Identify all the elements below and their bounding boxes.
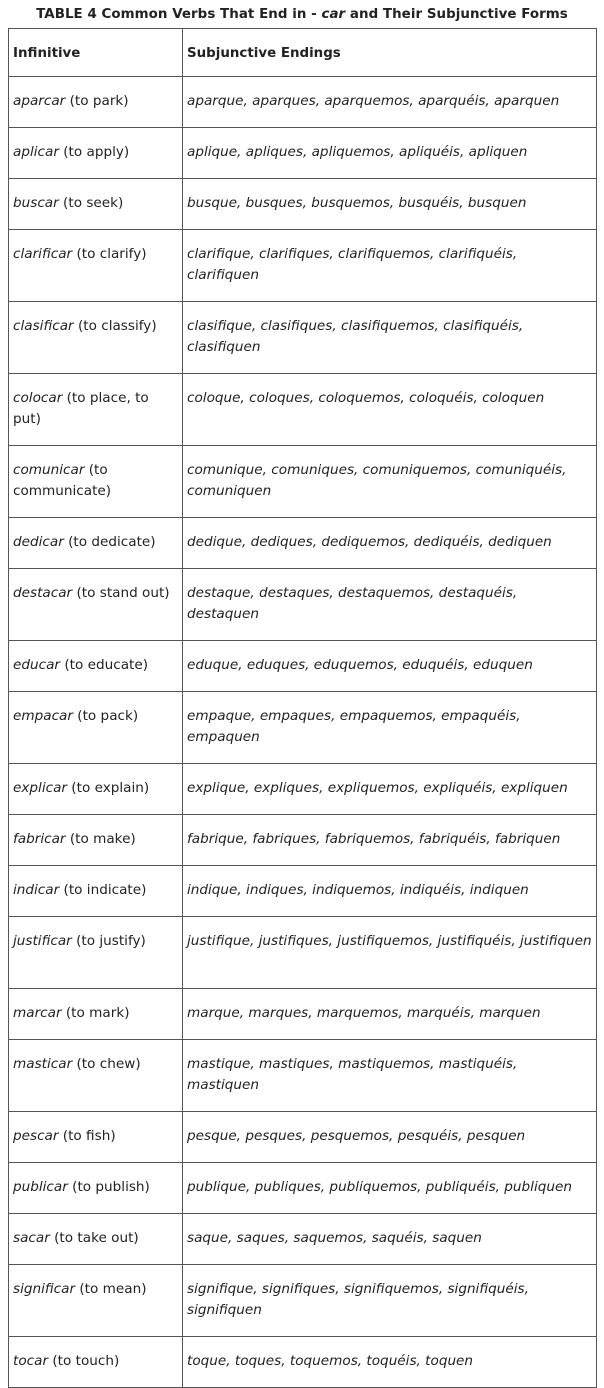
- infinitive-cell: [9, 641, 183, 692]
- infinitive-cell: [9, 866, 183, 917]
- infinitive-cell: [9, 374, 183, 446]
- forms-cell: indique, indiques, indiquemos, indiquéis, indiquen: [183, 866, 597, 917]
- table-row: [9, 1337, 597, 1388]
- infinitive-cell: [9, 302, 183, 374]
- verb: explicar: [13, 780, 67, 796]
- verb: sacar: [13, 1230, 50, 1246]
- forms-cell: publique, publiques, publiquemos, publiquéis, publiquen: [183, 1163, 597, 1214]
- forms-cell: toque, toques, toquemos, toquéis, toquen: [183, 1337, 597, 1388]
- meaning: (to indicate): [59, 882, 147, 898]
- forms-cell: dedique, dediques, dediquemos, dediquéis, dediquen: [183, 518, 597, 569]
- forms-cell: comunique, comuniques, comuniquemos, comuniquéis, comuniquen: [183, 446, 597, 518]
- verb: clarificar: [13, 246, 73, 262]
- meaning: (to communicate): [13, 462, 112, 499]
- meaning: (to educate): [60, 657, 149, 673]
- verb: indicar: [13, 882, 60, 898]
- table-row: [9, 179, 597, 230]
- meaning: (to clarify): [72, 246, 147, 262]
- meaning: (to publish): [67, 1179, 150, 1195]
- infinitive-cell: [9, 1040, 183, 1112]
- infinitive-cell: [9, 77, 183, 128]
- forms-cell: fabrique, fabriques, fabriquemos, fabriquéis, fabriquen: [183, 815, 597, 866]
- infinitive-cell: [9, 518, 183, 569]
- header-subjunctive-endings: Subjunctive Endings: [183, 29, 597, 77]
- meaning: (to make): [65, 831, 136, 847]
- caption-emphasis: car: [321, 7, 346, 22]
- meaning: (to apply): [58, 144, 130, 160]
- forms-cell: aplique, apliques, apliquemos, apliquéis, apliquen: [183, 128, 597, 179]
- forms-cell: saque, saques, saquemos, saquéis, saquen: [183, 1214, 597, 1265]
- infinitive-cell: [9, 764, 183, 815]
- table-row: [9, 866, 597, 917]
- verb: significar: [13, 1281, 76, 1297]
- forms-cell: mastique, mastiques, mastiquemos, mastiquéis, mastiquen: [183, 1040, 597, 1112]
- meaning: (to take out): [49, 1230, 139, 1246]
- forms-cell: clarifique, clarifiques, clarifiquemos, clarifiquéis, clarifiquen: [183, 230, 597, 302]
- infinitive-cell: [9, 128, 183, 179]
- infinitive-cell: [9, 230, 183, 302]
- table-row: [9, 815, 597, 866]
- table-row: [9, 518, 597, 569]
- meaning: (to explain): [66, 780, 150, 796]
- meaning: (to chew): [72, 1056, 141, 1072]
- meaning: (to mean): [75, 1281, 147, 1297]
- meaning: (to touch): [48, 1353, 120, 1369]
- verb: clasificar: [13, 318, 74, 334]
- table-row: [9, 1163, 597, 1214]
- table-row: [9, 1214, 597, 1265]
- verb: justificar: [13, 933, 72, 949]
- caption-suffix: and Their Subjunctive Forms: [345, 7, 568, 22]
- infinitive-cell: [9, 1112, 183, 1163]
- table-row: [9, 374, 597, 446]
- forms-cell: justifique, justifiques, justifiquemos, justifiquéis, justifiquen: [183, 917, 597, 989]
- forms-cell: busque, busques, busquemos, busquéis, busquen: [183, 179, 597, 230]
- table-row: [9, 692, 597, 764]
- infinitive-cell: [9, 1214, 183, 1265]
- verb-table: [8, 28, 597, 1388]
- meaning: (to justify): [71, 933, 146, 949]
- table-row: [9, 641, 597, 692]
- meaning: (to seek): [58, 195, 124, 211]
- table-row: [9, 989, 597, 1040]
- verb: masticar: [13, 1056, 73, 1072]
- infinitive-cell: [9, 917, 183, 989]
- forms-cell: explique, expliques, expliquemos, expliquéis, expliquen: [183, 764, 597, 815]
- verb: educar: [13, 657, 61, 673]
- infinitive-cell: [9, 569, 183, 641]
- table-row: [9, 764, 597, 815]
- infinitive-cell: [9, 446, 183, 518]
- verb: fabricar: [13, 831, 66, 847]
- verb: destacar: [13, 585, 73, 601]
- infinitive-cell: [9, 1337, 183, 1388]
- forms-cell: destaque, destaques, destaquemos, destaquéis, destaquen: [183, 569, 597, 641]
- table-row: [9, 302, 597, 374]
- verb: publicar: [13, 1179, 68, 1195]
- forms-cell: coloque, coloques, coloquemos, coloquéis, coloquen: [183, 374, 597, 446]
- header-row: [9, 29, 597, 77]
- table-row: [9, 917, 597, 989]
- table-caption: [0, 0, 604, 30]
- meaning: (to mark): [61, 1005, 130, 1021]
- table-row: [9, 128, 597, 179]
- infinitive-cell: [9, 1163, 183, 1214]
- caption-prefix: TABLE 4 Common Verbs That End in -: [36, 7, 322, 22]
- table-row: [9, 569, 597, 641]
- meaning: (to pack): [72, 708, 139, 724]
- verb: dedicar: [13, 534, 64, 550]
- meaning: (to stand out): [72, 585, 170, 601]
- forms-cell: empaque, empaques, empaquemos, empaquéis, empaquen: [183, 692, 597, 764]
- meaning: (to classify): [73, 318, 157, 334]
- forms-cell: marque, marques, marquemos, marquéis, marquen: [183, 989, 597, 1040]
- meaning: (to fish): [58, 1128, 116, 1144]
- meaning: (to dedicate): [63, 534, 156, 550]
- table-row: [9, 1040, 597, 1112]
- verb: pescar: [13, 1128, 59, 1144]
- forms-cell: eduque, eduques, eduquemos, eduquéis, eduquen: [183, 641, 597, 692]
- table-row: [9, 446, 597, 518]
- table-row: [9, 1112, 597, 1163]
- forms-cell: aparque, aparques, aparquemos, aparquéis, aparquen: [183, 77, 597, 128]
- infinitive-cell: [9, 692, 183, 764]
- verb: comunicar: [13, 462, 85, 478]
- meaning: (to park): [65, 93, 129, 109]
- verb: aplicar: [13, 144, 59, 160]
- verb: tocar: [13, 1353, 49, 1369]
- infinitive-cell: [9, 815, 183, 866]
- verb: colocar: [13, 390, 63, 406]
- infinitive-cell: [9, 1265, 183, 1337]
- infinitive-cell: [9, 989, 183, 1040]
- verb: aparcar: [13, 93, 66, 109]
- table-row: [9, 77, 597, 128]
- table-row: [9, 1265, 597, 1337]
- meaning: (to place, to put): [13, 390, 149, 427]
- forms-cell: signifique, signifiques, signifiquemos, signifiquéis, signifiquen: [183, 1265, 597, 1337]
- forms-cell: clasifique, clasifiques, clasifiquemos, clasifiquéis, clasifiquen: [183, 302, 597, 374]
- table-row: [9, 230, 597, 302]
- infinitive-cell: [9, 179, 183, 230]
- header-infinitive: Infinitive: [9, 29, 183, 77]
- verb: marcar: [13, 1005, 62, 1021]
- verb: buscar: [13, 195, 59, 211]
- verb: empacar: [13, 708, 73, 724]
- forms-cell: pesque, pesques, pesquemos, pesquéis, pesquen: [183, 1112, 597, 1163]
